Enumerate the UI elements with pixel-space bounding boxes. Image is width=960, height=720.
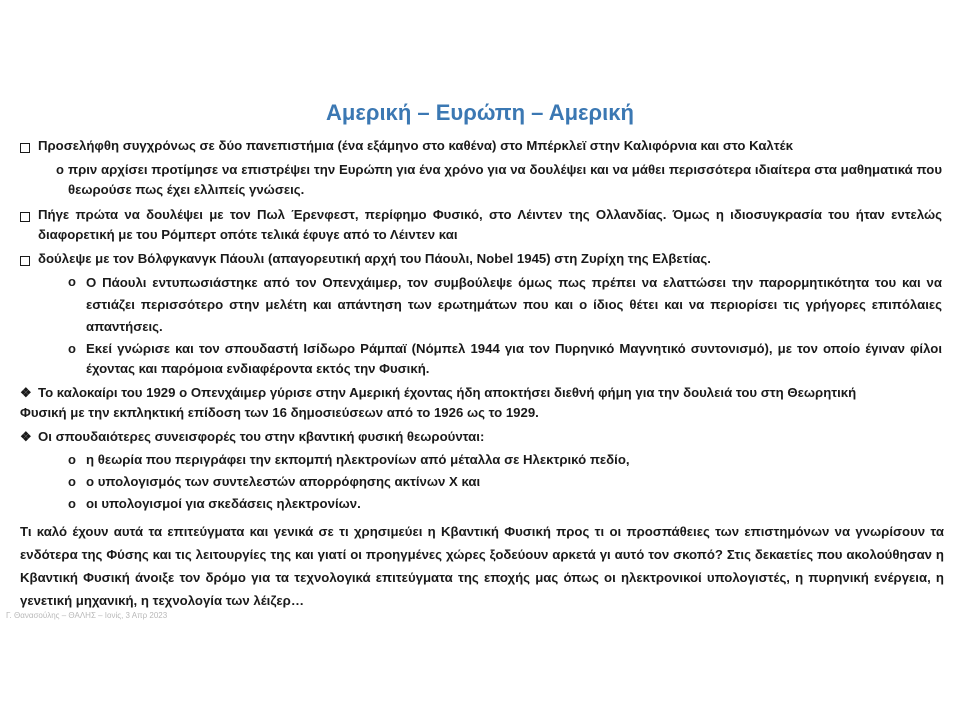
list-item-text: Πήγε πρώτα να δουλέψει με τον Πωλ Έρενφεστ, περίφημο Φυσικό, στο Λέιντεν της Ολλανδίας. Όμως η ιδιοσυγκρασία του ήταν εντελώς διαφορετική με του Ρόμπερτ οπότε τελικά έφυγε από το Λέιντεν και [38,207,942,242]
list-item-text: πριν αρχίσει προτίμησε να επιστρέψει την Ευρώπη για ένα χρόνο για να δουλέψει και να μάθει περισσότερα ιδιαίτερα στα μαθηματικά που θεωρούσε πως έχει ελλιπείς γνώσεις. [68,162,942,197]
list-item: ο υπολογισμός των συντελεστών απορρόφησης ακτίνων Χ και [86,474,481,489]
list-item-text: Ο Πάουλι εντυπωσιάστηκε από τον Οπενχάιμερ, τον συμβούλεψε όμως πως πρέπει να ελαττώσει την παρορμητικότητα του και να εστιάζει περισσότερο στην μελέτη και απάντηση των ερωτημάτων που και ο ίδιος θέτει και να περιορίσει τις γρήγορες επιπόλαιες απαντήσεις. [86,275,942,334]
circle-bullet-icon: o [68,274,76,289]
list-item: οι υπολογισμοί για σκεδάσεις ηλεκτρονίων. [86,496,361,511]
diamond-bullet-icon: ❖ [20,429,32,444]
list-item [68,160,942,200]
list-item-text: Το καλοκαίρι του 1929 ο Οπενχάιμερ γύρισε στην Αμερική έχοντας ήδη αποκτήσει διεθνή φήμη για την δουλειά του στη Θεωρητική Φυσική με την εκπληκτική επίδοση των 16 δημοσιεύσεων από το 1926 ως το 1929. [20,385,857,420]
list-item [86,339,942,379]
slide-title: Αμερική – Ευρώπη – Αμερική [326,100,634,125]
list-item: η θεωρία που περιγράφει την εκπομπή ηλεκτρονίων από μέταλλα σε Ηλεκτρικό πεδίο, [86,452,630,467]
circle-bullet-icon: o [68,341,76,356]
square-bullet-icon [20,208,30,228]
list-item: Οι σπουδαιότερες συνεισφορές του στην κβαντική φυσική θεωρούνται: [38,429,485,444]
list-item [86,272,942,338]
circle-bullet-icon: o [68,496,76,511]
square-bullet-icon [20,252,30,272]
square-bullet-icon [20,139,30,159]
list-item: Προσελήφθη συγχρόνως σε δύο πανεπιστήμια (ένα εξάμηνο στο καθένα) στο Μπέρκλεϊ στην Καλιφόρνια και στο Καλτέκ [38,138,793,153]
list-item [38,205,942,245]
diamond-bullet-icon: ❖ [20,385,32,400]
list-item: δούλεψε με τον Βόλφγκανγκ Πάουλι (απαγορευτική αρχή του Πάουλι, Nobel 1945) στη Ζυρίχη της Ελβετίας. [38,251,711,266]
circle-bullet-icon: o [68,474,76,489]
list-item-text: Εκεί γνώρισε και τον σπουδαστή Ισίδωρο Ράμπαϊ (Νόμπελ 1944 για τον Πυρηνικό Μαγνητικό συντονισμό), με τον οποίο έγιναν φίλοι έχοντας και παρόμοια ενδιαφέροντα εκτός την Φυσική. [86,341,942,376]
closing-paragraph: Τι καλό έχουν αυτά τα επιτεύγματα και γενικά σε τι χρησιμεύει η Κβαντική Φυσική προς τι οι προσπάθειες των επιστημόνων να γνωρίσουν τα ενδότερα της Φύσης και τις λειτουργίες της και γιατί οι προηγμένες χώρες ξοδεύουν αρκετά γι αυτό τον σκοπό? Στις δεκαετίες που ακολούθησαν η Κβαντική Φυσική άνοιξε τον δρόμο για τα τεχνολογικά επιτεύγματα της εποχής μας όπως οι ηλεκτρονικοί υπολογιστές, η πυρηνική ενέργεια, η γενετική μηχανική, η τεχνολογία των λέιζερ… [20,524,944,608]
circle-bullet-icon: o [68,452,76,467]
list-item [20,383,900,423]
footer-credit: Γ. Θανασούλης – ΘΑΛΗΣ – Ιονίς, 3 Απρ 2023 [6,611,168,620]
circle-bullet-icon: o [56,162,64,177]
